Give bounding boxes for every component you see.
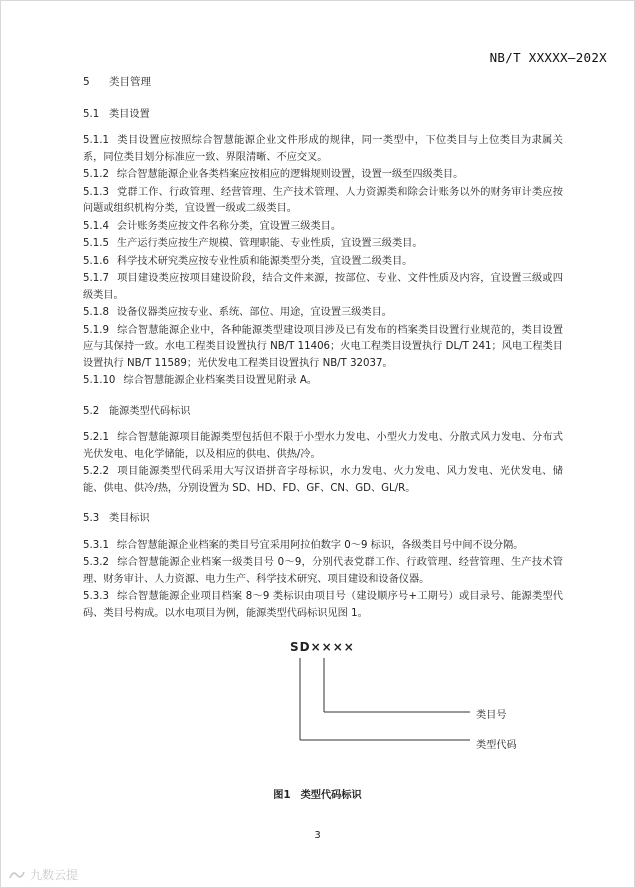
clause-text: 综合智慧能源企业中，各种能源类型建设项目涉及已有发布的档案类目设置行业规范的，类目设置应与其保持一致。水电工程类目设置执行 NB/T 11406；火电工程类目设置执行 DL/T 241；风电工程类目设置执行 NB/T 11589；光伏发电工程类目设置执行 NB/T 32037。: [83, 324, 563, 369]
clause-number: 5.2.1: [83, 432, 109, 443]
clause-text: 综合智慧能源项目能源类型包括但不限于小型水力发电、小型火力发电、分散式风力发电、分布式光伏发电、电化学储能，以及相应的供电、供热/冷。: [83, 432, 563, 460]
clause-text: 项目建设类应按项目建设阶段，结合文件来源，按部位、专业、文件性质及内容，宜设置三级或四级类目。: [83, 273, 563, 301]
document-code: NB/T XXXXX—202X: [489, 50, 607, 65]
clause-5-2-2: [83, 464, 563, 497]
clause-text: 会计账务类应按文件名称分类，宜设置三级类目。: [116, 220, 342, 232]
clause-text: 综合智慧能源企业档案一级类目号 0～9，分别代表党群工作、行政管理、经营管理、生产技术管理、财务审计、人力资源、电力生产、科学技术研究、项目建设和设备仪器。: [83, 557, 563, 585]
figure-number: 图1: [273, 790, 291, 801]
clause-text: 综合智慧能源企业各类档案应按相应的逻辑规则设置，设置一级至四级类目。: [116, 169, 464, 180]
clause-number: 5.1.9: [83, 324, 109, 336]
clause-5-1-4: [83, 219, 563, 236]
page-number: 3: [314, 830, 321, 841]
section-number: 5.1: [83, 108, 100, 120]
clause-text: 综合智慧能源企业档案类目设置见附录 A。: [123, 375, 317, 386]
section-number: 5.3: [83, 513, 100, 524]
document-body: [83, 74, 563, 623]
watermark-logo-icon: [8, 868, 26, 882]
clause-5-1-5: [83, 236, 563, 253]
clause-5-1-1: [83, 133, 563, 166]
clause-number: 5.3.2: [83, 557, 109, 568]
clause-5-1-8: [83, 305, 563, 322]
clause-number: 5.1.7: [83, 273, 109, 284]
section-title: 类目标识: [109, 513, 150, 524]
clause-text: 科学技术研究类应按专业性质和能源类型分类，宜设置二级类目。: [116, 255, 413, 267]
clause-5-3-3: [83, 589, 563, 622]
section-title: 类目管理: [109, 76, 151, 88]
clause-text: 生产运行类应按生产规模、管理职能、专业性质，宜设置三级类目。: [116, 238, 423, 249]
type-code-label: 类型代码: [476, 740, 517, 751]
figure-code: SD××××: [290, 640, 355, 654]
section-5-1-heading: [83, 107, 563, 124]
clause-number: 5.1.5: [83, 238, 109, 249]
category-number-label: 类目号: [476, 710, 507, 721]
section-5-heading: [83, 74, 563, 91]
section-title: 能源类型代码标识: [109, 405, 191, 417]
clause-text: 类目设置应按照综合智慧能源企业文件形成的规律，同一类型中，下位类目与上位类目为隶属关系，同位类目划分标准应一致、界限清晰、不应交叉。: [83, 135, 563, 163]
clause-number: 5.1.2: [83, 169, 109, 180]
clause-5-2-1: [83, 430, 563, 463]
clause-text: 项目能源类型代码采用大写汉语拼音字母标识，水力发电、火力发电、风力发电、光伏发电、储能、供电、供冷/热，分别设置为 SD、HD、FD、GF、CN、GD、GL/R。: [83, 466, 563, 494]
clause-number: 5.3.3: [83, 591, 109, 602]
figure-caption: [0, 786, 635, 801]
section-5-3-heading: [83, 511, 563, 528]
clause-number: 5.1.1: [83, 135, 109, 146]
section-5-2-heading: [83, 404, 563, 421]
clause-text: 设备仪器类应按专业、系统、部位、用途，宜设置三级类目。: [116, 307, 392, 318]
clause-number: 5.1.6: [83, 255, 109, 267]
section-number: 5: [83, 76, 90, 88]
clause-5-1-7: [83, 271, 563, 304]
clause-text: 综合智慧能源企业档案的类目号宜采用阿拉伯数字 0～9 标识，各级类目号中间不设分隔。: [116, 539, 524, 551]
clause-5-1-6: [83, 254, 563, 271]
figure-caption-text: 类型代码标识: [300, 790, 362, 801]
watermark: [8, 866, 78, 883]
clause-number: 5.3.1: [83, 539, 109, 551]
section-title: 类目设置: [109, 108, 150, 120]
clause-5-1-3: [83, 185, 563, 218]
clause-5-1-2: [83, 167, 563, 184]
clause-number: 5.1.3: [83, 186, 109, 198]
clause-5-1-9: [83, 323, 563, 373]
type-code-figure: [290, 640, 550, 760]
clause-5-3-1: [83, 538, 563, 555]
clause-5-3-2: [83, 555, 563, 588]
clause-text: 党群工作、行政管理、经营管理、生产技术管理、人力资源类和除会计账务以外的财务审计类应按问题或组织机构分类，宜设置一级或二级类目。: [83, 186, 563, 214]
clause-number: 5.1.10: [83, 375, 116, 386]
clause-number: 5.1.4: [83, 220, 109, 232]
clause-5-1-10: [83, 373, 563, 390]
watermark-text: 九数云提: [30, 868, 79, 882]
section-number: 5.2: [83, 405, 100, 417]
clause-number: 5.1.8: [83, 307, 109, 318]
clause-number: 5.2.2: [83, 466, 109, 477]
clause-text: 综合智慧能源企业项目档案 8～9 类标识由项目号（建设顺序号+工期号）或目录号、能源类型代码、类目号构成。以水电项目为例，能源类型代码标识见图 1。: [83, 591, 563, 619]
